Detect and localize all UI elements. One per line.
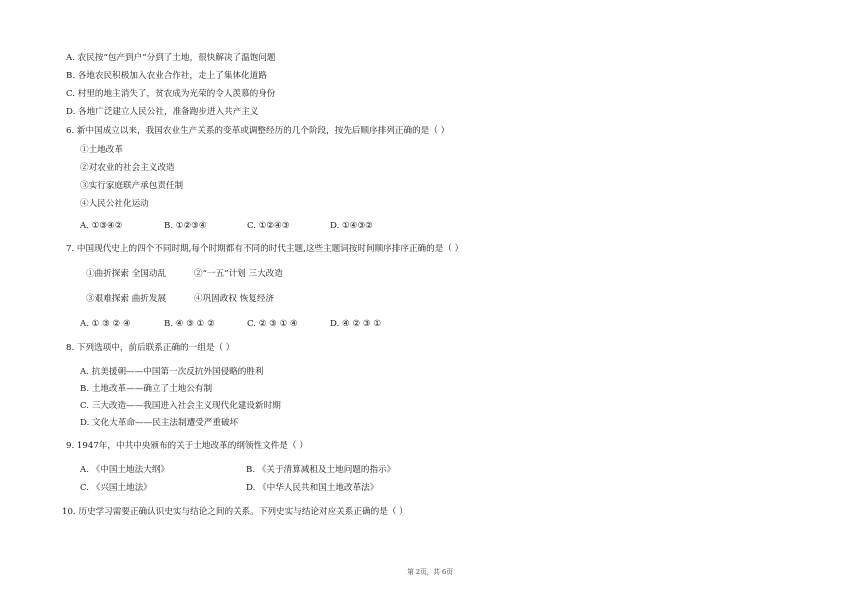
q6-item-1: ①土地改革	[80, 145, 123, 155]
q7-option-b: B. ④ ③ ① ②	[164, 319, 215, 329]
q6-item-2: ②对农业的社会主义改造	[80, 163, 175, 173]
q6-option-c: C. ①②④③	[247, 221, 290, 231]
q5-option-a: A. 农民按“包产到户”分到了土地，很快解决了温饱问题	[66, 53, 276, 63]
q5-option-b: B. 各地农民积极加入农业合作社，走上了集体化道路	[66, 71, 267, 81]
q7-item-3: ③艰难探索 曲折发展	[86, 294, 167, 304]
q9-option-b: B. 《关于清算减租及土地问题的指示》	[246, 465, 396, 475]
q6-option-b: B. ①②③④	[164, 221, 207, 231]
q6-option-a: A. ①③④②	[80, 221, 123, 231]
q8-option-a: A. 抗美援朝——中国第一次反抗外国侵略的胜利	[80, 367, 264, 377]
q7-option-a: A. ① ③ ② ④	[80, 319, 131, 329]
q7-item-1: ①曲折探索 全国动乱	[86, 269, 167, 279]
page-footer: 第 2页，共 6页	[407, 568, 453, 576]
q7-stem: 7. 中国现代史上的四个不同时期,每个时期都有不同的时代主题,这些主题词按时间顺序排序正确的是（ ）	[66, 244, 464, 254]
q5-option-c: C. 村里的地主消失了，贫农成为光荣的令人羡慕的身份	[66, 89, 276, 99]
q7-option-c: C. ② ③ ① ④	[247, 319, 298, 329]
q9-option-c: C. 《兴国土地法》	[80, 483, 152, 493]
q9-option-a: A. 《中国土地法大纲》	[80, 465, 170, 475]
q6-stem: 6. 新中国成立以来，我国农业生产关系的变革或调整经历的几个阶段，按先后顺序排列正确的是（ ）	[66, 126, 450, 136]
q7-item-2: ②“一五”计划 三大改造	[194, 269, 283, 279]
q6-item-3: ③实行家庭联产承包责任制	[80, 181, 184, 191]
q7-option-d: D. ④ ② ③ ①	[330, 319, 382, 329]
q8-stem: 8. 下列选项中，前后联系正确的一组是（ ）	[66, 343, 235, 353]
q9-option-d: D. 《中华人民共和国土地改革法》	[246, 483, 379, 493]
q8-option-d: D. 文化大革命——民主法制遭受严重破坏	[80, 418, 239, 428]
q6-item-4: ④人民公社化运动	[80, 199, 149, 209]
q10-stem: 10. 历史学习需要正确认识史实与结论之间的关系。下列史实与结论对应关系正确的是（ ）	[62, 507, 408, 517]
q8-option-b: B. 土地改革——确立了土地公有制	[80, 384, 213, 394]
q9-stem: 9. 1947年，中共中央颁布的关于土地改革的纲领性文件是（ ）	[66, 441, 308, 451]
q8-option-c: C. 三大改造——我国进入社会主义现代化建设新时期	[80, 401, 281, 411]
q7-item-4: ④巩固政权 恢复经济	[194, 294, 275, 304]
q6-option-d: D. ①④③②	[330, 221, 373, 231]
q5-option-d: D. 各地广泛建立人民公社，准备跑步进入共产主义	[66, 107, 259, 117]
